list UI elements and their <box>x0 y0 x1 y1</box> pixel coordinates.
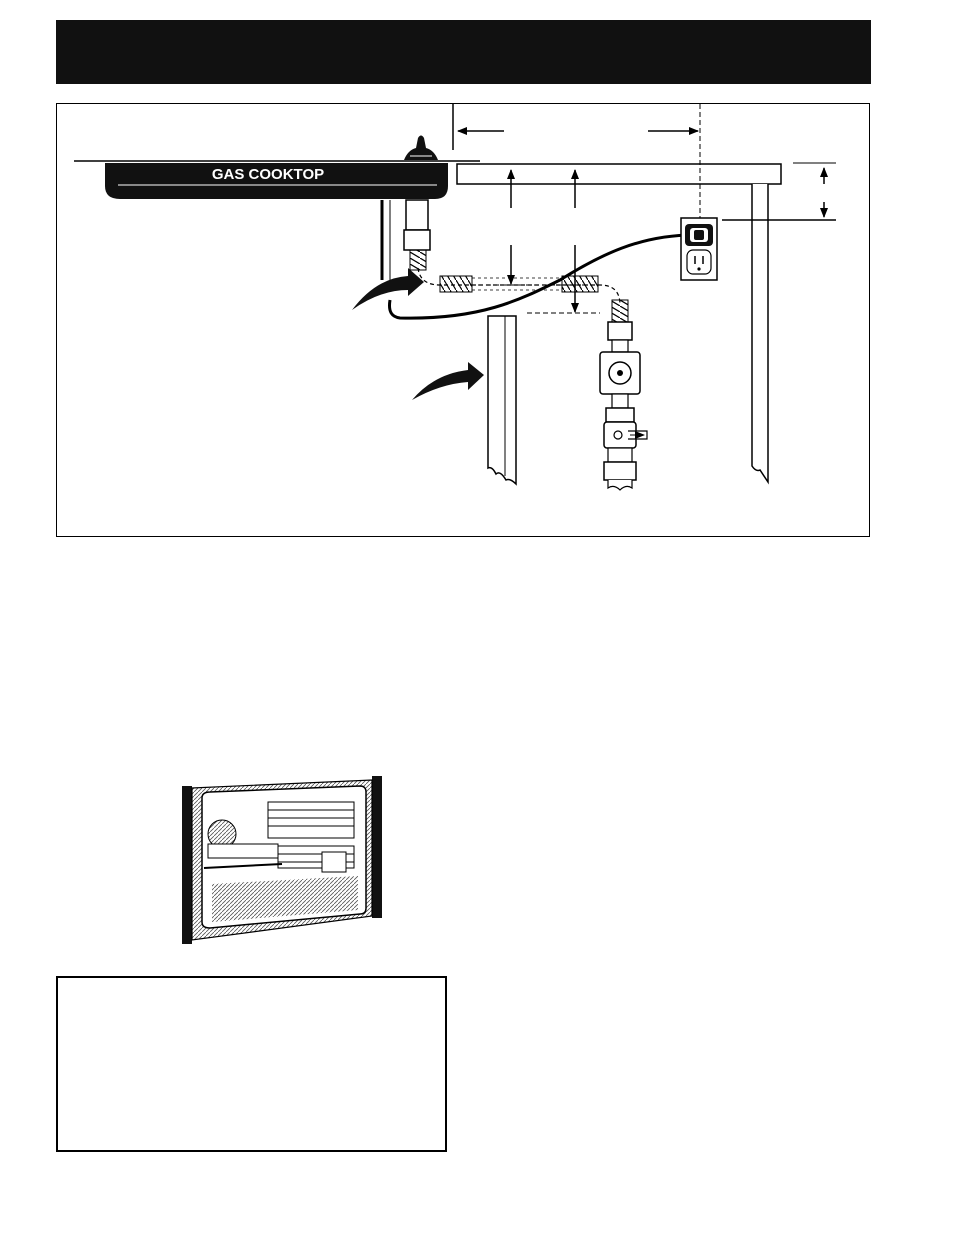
oven-frame-right <box>372 776 382 918</box>
inlet-fitting <box>404 230 430 250</box>
cooktop-gas-inlet <box>382 200 430 280</box>
oven-frame-left <box>182 786 192 944</box>
connector-pointer-arrow <box>352 268 424 310</box>
cabinet-pointer-arrow <box>412 362 484 400</box>
flexible-gas-connector <box>418 268 628 322</box>
rack-guide <box>322 852 346 872</box>
cooktop-label: GAS COOKTOP <box>211 166 325 183</box>
cabinet-side-right <box>752 184 768 482</box>
electrical-outlet <box>681 218 717 280</box>
gas-cooktop <box>74 136 480 200</box>
gas-supply-assembly <box>600 322 647 490</box>
installation-diagram <box>0 0 954 560</box>
inlet-flex-coil <box>410 250 426 270</box>
note-box <box>56 976 447 1152</box>
width-dimension <box>453 104 700 222</box>
wall-oven-illustration <box>182 776 388 948</box>
oven-cabinet-panel <box>488 316 516 484</box>
power-cord <box>389 235 694 318</box>
cooktop-knob-icon <box>404 136 438 161</box>
